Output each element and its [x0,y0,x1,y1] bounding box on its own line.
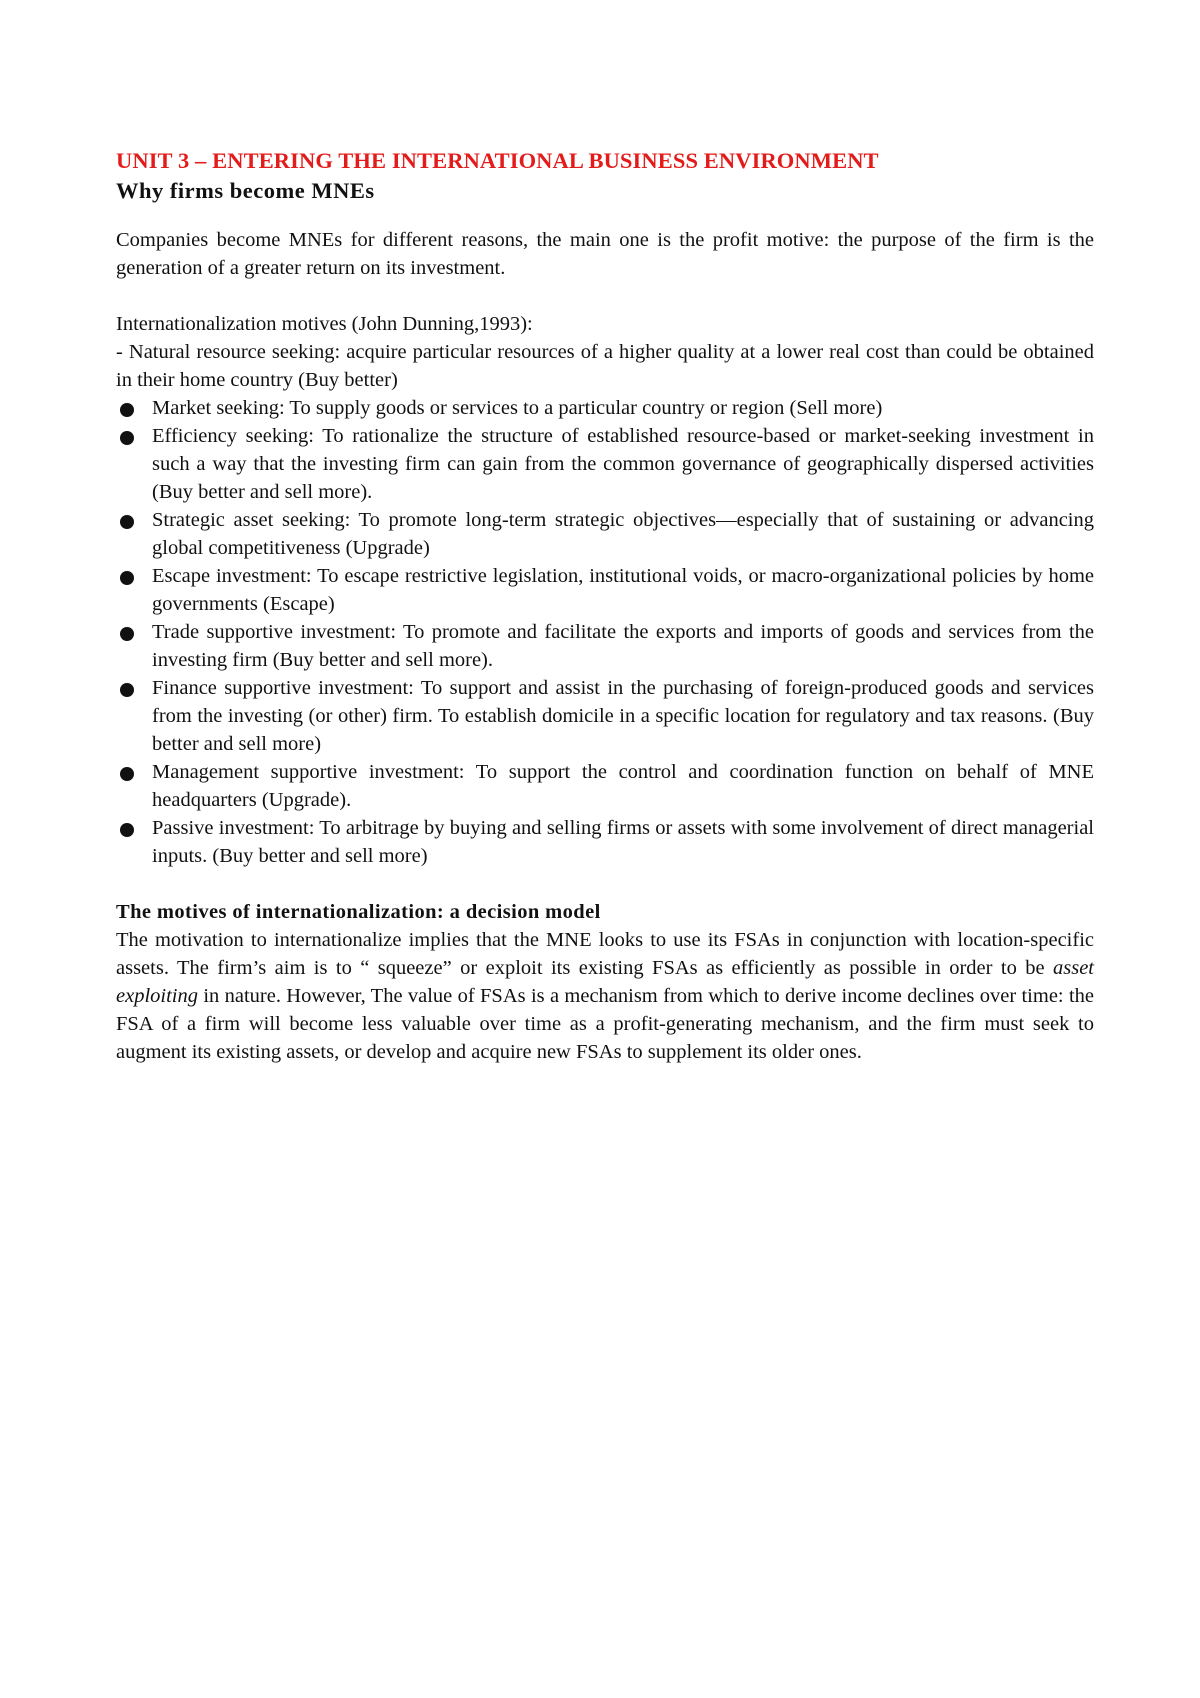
decision-model-title: The motives of internationalization: a decision model [116,901,601,923]
bullet-icon [120,823,134,837]
spacer [116,870,1094,898]
list-item [116,506,1094,562]
decision-model-text-part-2: in nature. However, The value of FSAs is a mechanism from which to derive income declines over time: the FSA of a firm will become less valuable over time as a profit-generating mechanism, and the firm must seek to augment its existing assets, or develop and acquire new FSAs to supplement its older ones. [116,985,1094,1063]
list-item [116,422,1094,506]
bullet-icon [120,767,134,781]
list-item-text: Management supportive investment: To support the control and coordination function on behalf of MNE headquarters (Upgrade). [152,761,1094,811]
bullet-icon [120,431,134,445]
list-item [116,758,1094,814]
list-item [116,674,1094,758]
bullet-icon [120,571,134,585]
unit-title: UNIT 3 – ENTERING THE INTERNATIONAL BUSINESS ENVIRONMENT [116,148,879,173]
list-item-text: Efficiency seeking: To rationalize the structure of established resource-based or market-seeking investment in such a way that the investing firm can gain from the common governance of geographically dispersed activities (Buy better and sell more). [152,425,1094,503]
spacer [116,282,1094,310]
bullet-icon [120,683,134,697]
list-item [116,394,1094,422]
list-item-text: Passive investment: To arbitrage by buying and selling firms or assets with some involvement of direct managerial inputs. (Buy better and sell more) [152,817,1094,867]
bullet-icon [120,515,134,529]
decision-model-italic-term: asset exploiting [116,957,1094,1007]
list-item-text: Market seeking: To supply goods or services to a particular country or region (Sell more) [152,397,883,419]
list-item [116,562,1094,618]
decision-model-text-part-1: The motivation to internationalize implies that the MNE looks to use its FSAs in conjunction with location-specific assets. The firm’s aim is to “ squeeze” or exploit its existing FSAs as efficiently as possible in order to be [116,929,1094,979]
list-item [116,814,1094,870]
list-item-text: Finance supportive investment: To support and assist in the purchasing of foreign-produced goods and services from the investing (or other) firm. To establish domicile in a specific location for regulatory and tax reasons. (Buy better and sell more) [152,677,1094,755]
bullet-icon [120,627,134,641]
document-body [116,146,1094,1066]
list-item-text: Escape investment: To escape restrictive legislation, institutional voids, or macro-organizational policies by home governments (Escape) [152,565,1094,615]
list-item-text: Trade supportive investment: To promote and facilitate the exports and imports of goods and services from the investing firm (Buy better and sell more). [152,621,1094,671]
motives-list [116,394,1094,870]
list-item [116,618,1094,674]
section-title: Why firms become MNEs [116,178,375,203]
list-item-text: Strategic asset seeking: To promote long-term strategic objectives—especially that of sustaining or advancing global competitiveness (Upgrade) [152,509,1094,559]
decision-model-paragraph [116,926,1094,1066]
intro-paragraph: Companies become MNEs for different reasons, the main one is the profit motive: the purpose of the firm is the generation of a greater return on its investment. [116,229,1094,279]
natural-resource-item: - Natural resource seeking: acquire particular resources of a higher quality at a lower real cost than could be obtained in their home country (Buy better) [116,341,1094,391]
motives-heading: Internationalization motives (John Dunning,1993): [116,313,533,335]
bullet-icon [120,403,134,417]
